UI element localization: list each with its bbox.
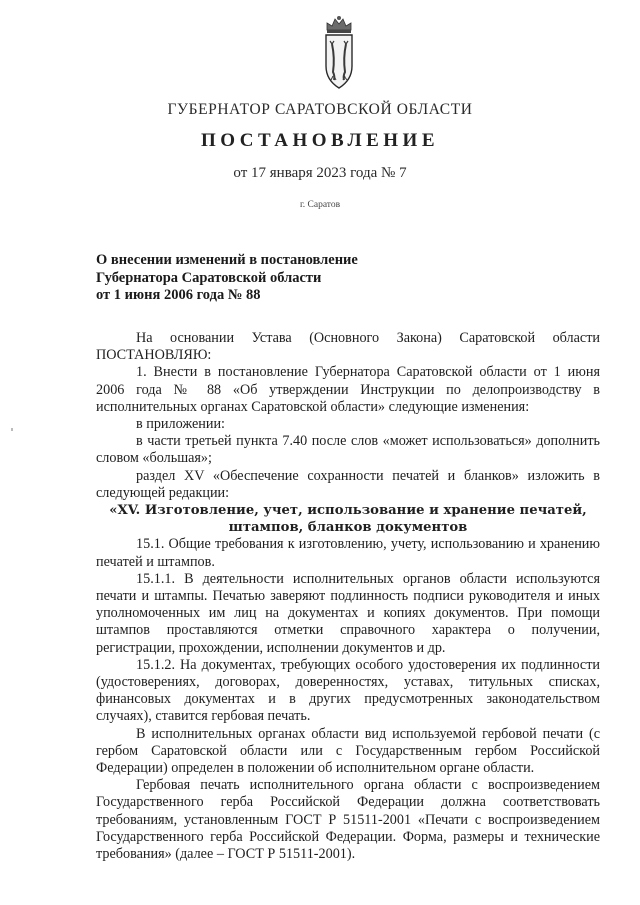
paragraph-clause-1: 1. Внести в постановление Губернатора Саратовской области от 1 июня 2006 года № 88 «Об утверждении Инструкции по делопроизводству в исполнительных органах Саратовской области» следующие изменения: — [96, 364, 600, 415]
document-body — [96, 330, 600, 863]
paragraph-15-1: 15.1. Общие требования к изготовлению, учету, использованию и хранению печатей и штампов. — [96, 536, 600, 570]
paragraph-in-appendix: в приложении: — [136, 416, 225, 433]
document-city: г. Саратов — [299, 200, 341, 210]
paragraph-seal-requirements: Гербовая печать исполнительного органа области с воспроизведением Государственного герба Российской Федерации должна соответствовать требованиям, установленным ГОСТ Р 51511-2001 «Печати с воспроизведением Государственного герба Российской Федерации. Форма, размеры и технические требования» (далее – ГОСТ Р 51511-2001). — [96, 777, 600, 863]
subject-line-1: О внесении изменений в постановление — [96, 252, 358, 268]
section-heading: «XV. Изготовление, учет, использование и хранение печатей, штампов, бланков документов — [109, 503, 587, 536]
paragraph-item-7-40: в части третьей пункта 7.40 после слов «может использоваться» дополнить словом «большая»; — [96, 433, 600, 467]
paragraph-preamble: На основании Устава (Основного Закона) Саратовской области ПОСТАНОВЛЯЮ: — [96, 330, 600, 364]
subject-line-2: Губернатора Саратовской области — [96, 269, 322, 286]
saratov-coat-of-arms-icon — [322, 14, 356, 92]
paragraph-section-xv: раздел XV «Обеспечение сохранности печатей и бланков» изложить в следующей редакции: — [96, 467, 600, 501]
subject-line-3: от 1 июня 2006 года № 88 — [96, 287, 261, 303]
document-subject — [96, 252, 416, 305]
document-type-title: ПОСТАНОВЛЕНИЕ — [200, 130, 440, 151]
document-date-number: от 17 января 2023 года № 7 — [233, 165, 407, 181]
issuing-authority: ГУБЕРНАТОР САРАТОВСКОЙ ОБЛАСТИ — [167, 101, 473, 118]
paragraph-15-1-2: 15.1.2. На документах, требующих особого удостоверения их подлинности (удостоверениях, договорах, доверенностях, уставах, титульных списках, финансовых документах и в других предусмотренных законодательством случаях), ставится гербовая печать. — [96, 656, 600, 725]
paragraph-seal-type: В исполнительных органах области вид используемой гербовой печати (с гербом Саратовской области или с Государственным гербом Российской Федерации) определен в положении об исполнительном органе области. — [96, 725, 600, 777]
scan-speck — [11, 428, 13, 431]
paragraph-15-1-1: 15.1.1. В деятельности исполнительных органов области используются печати и штампы. Печатью заверяют подлинность подписи руководителя и иных уполномоченных им лиц на документах и копиях документов. При помощи штампов проставляются отметки справочного характера о получении, регистрации, прохождении, исполнении документов и др. — [96, 570, 600, 656]
